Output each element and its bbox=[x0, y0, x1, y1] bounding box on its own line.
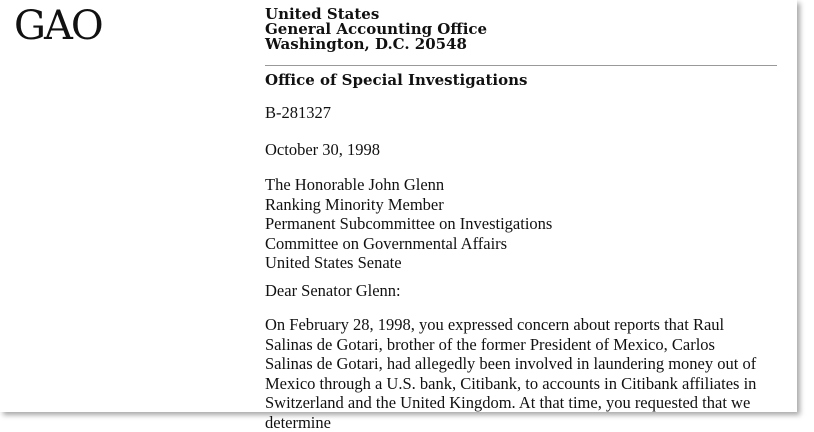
paragraph-line: Salinas de Gotari, brother of the former President of Mexico, Carlos bbox=[265, 335, 756, 355]
addressee-line: United States Senate bbox=[265, 253, 552, 273]
letter-date: October 30, 1998 bbox=[265, 140, 380, 160]
addressee-line: Ranking Minority Member bbox=[265, 195, 552, 215]
paragraph-line: Mexico through a U.S. bank, Citibank, to accounts in Citibank affiliates in bbox=[265, 374, 756, 394]
addressee-block bbox=[265, 175, 552, 273]
paragraph-line: determine bbox=[265, 413, 756, 432]
gao-logo: GAO bbox=[14, 4, 102, 48]
agency-line-name: General Accounting Office bbox=[265, 22, 487, 37]
agency-line-country: United States bbox=[265, 7, 487, 22]
office-name: Office of Special Investigations bbox=[265, 71, 527, 89]
paragraph-line: Salinas de Gotari, had allegedly been involved in laundering money out of bbox=[265, 354, 756, 374]
body-paragraph bbox=[265, 315, 756, 432]
addressee-line: The Honorable John Glenn bbox=[265, 175, 552, 195]
reference-number: B-281327 bbox=[265, 103, 331, 123]
salutation: Dear Senator Glenn: bbox=[265, 281, 401, 301]
paragraph-line: Switzerland and the United Kingdom. At that time, you requested that we bbox=[265, 393, 756, 413]
agency-line-address: Washington, D.C. 20548 bbox=[265, 37, 487, 52]
addressee-line: Committee on Governmental Affairs bbox=[265, 234, 552, 254]
letterhead-divider bbox=[265, 65, 777, 66]
agency-letterhead bbox=[265, 7, 487, 52]
addressee-line: Permanent Subcommittee on Investigations bbox=[265, 214, 552, 234]
paragraph-line: On February 28, 1998, you expressed concern about reports that Raul bbox=[265, 315, 756, 335]
